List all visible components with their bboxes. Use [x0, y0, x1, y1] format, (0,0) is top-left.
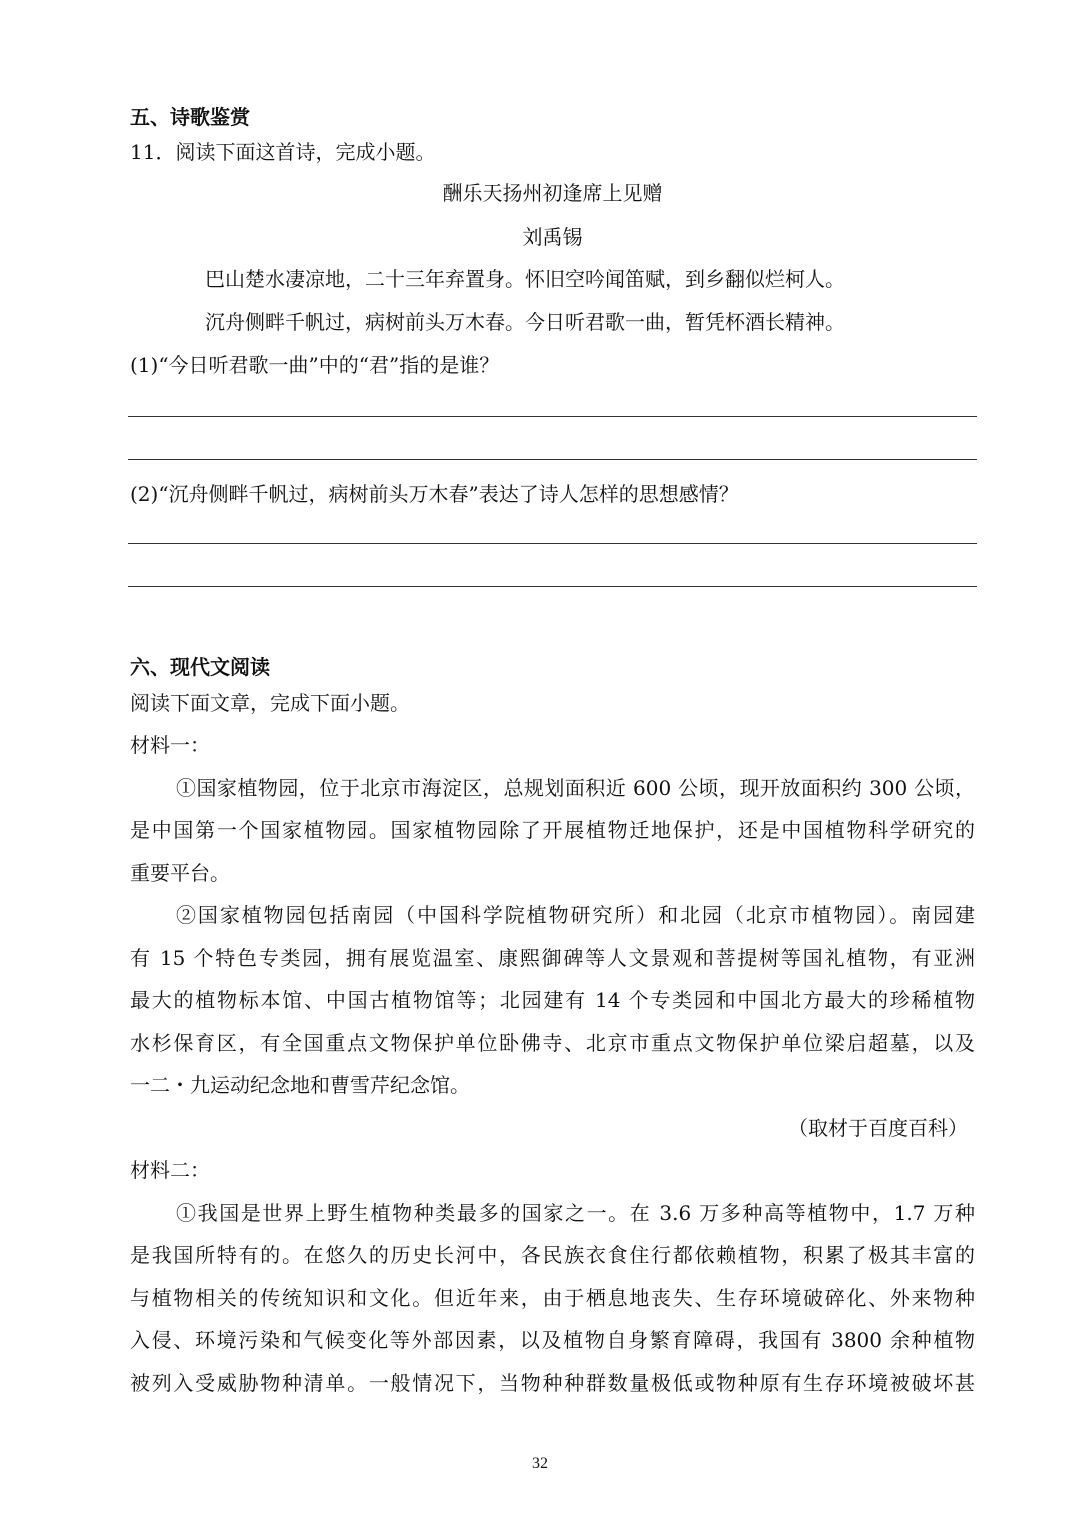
- sub-question-2: (2)“沉舟侧畔千帆过，病树前头万木春”表达了诗人怎样的思想感情？: [130, 482, 739, 506]
- sub-question-1: (1)“今日听君歌一曲”中的“君”指的是谁？: [130, 353, 500, 377]
- poem-author: 刘禹锡: [522, 225, 583, 249]
- material-2-line: 是我国所特有的。在悠久的历史长河中，各民族衣食住行都依赖植物，积累了极其丰富的: [130, 1243, 975, 1267]
- section-heading-poetry: 五、诗歌鉴赏: [130, 105, 250, 129]
- question-11: 11．阅读下面这首诗，完成小题。: [130, 140, 436, 164]
- material-1-line: ①国家植物园，位于北京市海淀区，总规划面积近 600 公顷，现开放面积约 300 公顷，: [176, 776, 975, 800]
- answer-line[interactable]: [128, 543, 977, 544]
- material-1-line: 一二・九运动纪念地和曹雪芹纪念馆。: [130, 1073, 470, 1097]
- material-2-line: ①我国是世界上野生植物种类最多的国家之一。在 3.6 万多种高等植物中，1.7 万种: [176, 1201, 975, 1225]
- material-1-line: ②国家植物园包括南园（中国科学院植物研究所）和北园（北京市植物园）。南园建: [176, 903, 975, 927]
- answer-line[interactable]: [128, 459, 977, 460]
- answer-line[interactable]: [128, 586, 977, 587]
- poem-line: 沉舟侧畔千帆过，病树前头万木春。今日听君歌一曲，暂凭杯酒长精神。: [205, 310, 845, 334]
- material-1-source: （取材于百度百科）: [788, 1116, 968, 1140]
- material-1-line: 水杉保育区，有全国重点文物保护单位卧佛寺、北京市重点文物保护单位梁启超墓，以及: [130, 1031, 975, 1055]
- section-heading-modern-reading: 六、现代文阅读: [130, 655, 270, 679]
- material-2-line: 入侵、环境污染和气候变化等外部因素，以及植物自身繁育障碍，我国有 3800 余种植物: [130, 1328, 975, 1352]
- poem-title: 酬乐天扬州初逢席上见赠: [442, 181, 663, 205]
- answer-line[interactable]: [128, 416, 977, 417]
- material-2-line: 被列入受威胁物种清单。一般情况下，当物种种群数量极低或物种原有生存环境被破坏甚: [130, 1371, 975, 1395]
- material-1-line: 有 15 个特色专类园，拥有展览温室、康熙御碑等人文景观和菩提树等国礼植物，有亚洲: [130, 946, 975, 970]
- page-number: 32: [532, 1455, 548, 1472]
- material-1-line: 重要平台。: [130, 861, 230, 885]
- material-1-label: 材料一：: [130, 733, 210, 757]
- material-1-line: 最大的植物标本馆、中国古植物馆等；北园建有 14 个专类园和中国北方最大的珍稀植物: [130, 988, 975, 1012]
- material-2-line: 与植物相关的传统知识和文化。但近年来，由于栖息地丧失、生存环境破碎化、外来物种: [130, 1286, 975, 1310]
- reading-instruction: 阅读下面文章，完成下面小题。: [130, 691, 410, 715]
- material-1-line: 是中国第一个国家植物园。国家植物园除了开展植物迁地保护，还是中国植物科学研究的: [130, 818, 975, 842]
- poem-line: 巴山楚水凄凉地，二十三年弃置身。怀旧空吟闻笛赋，到乡翻似烂柯人。: [205, 267, 845, 291]
- material-2-label: 材料二：: [130, 1158, 210, 1182]
